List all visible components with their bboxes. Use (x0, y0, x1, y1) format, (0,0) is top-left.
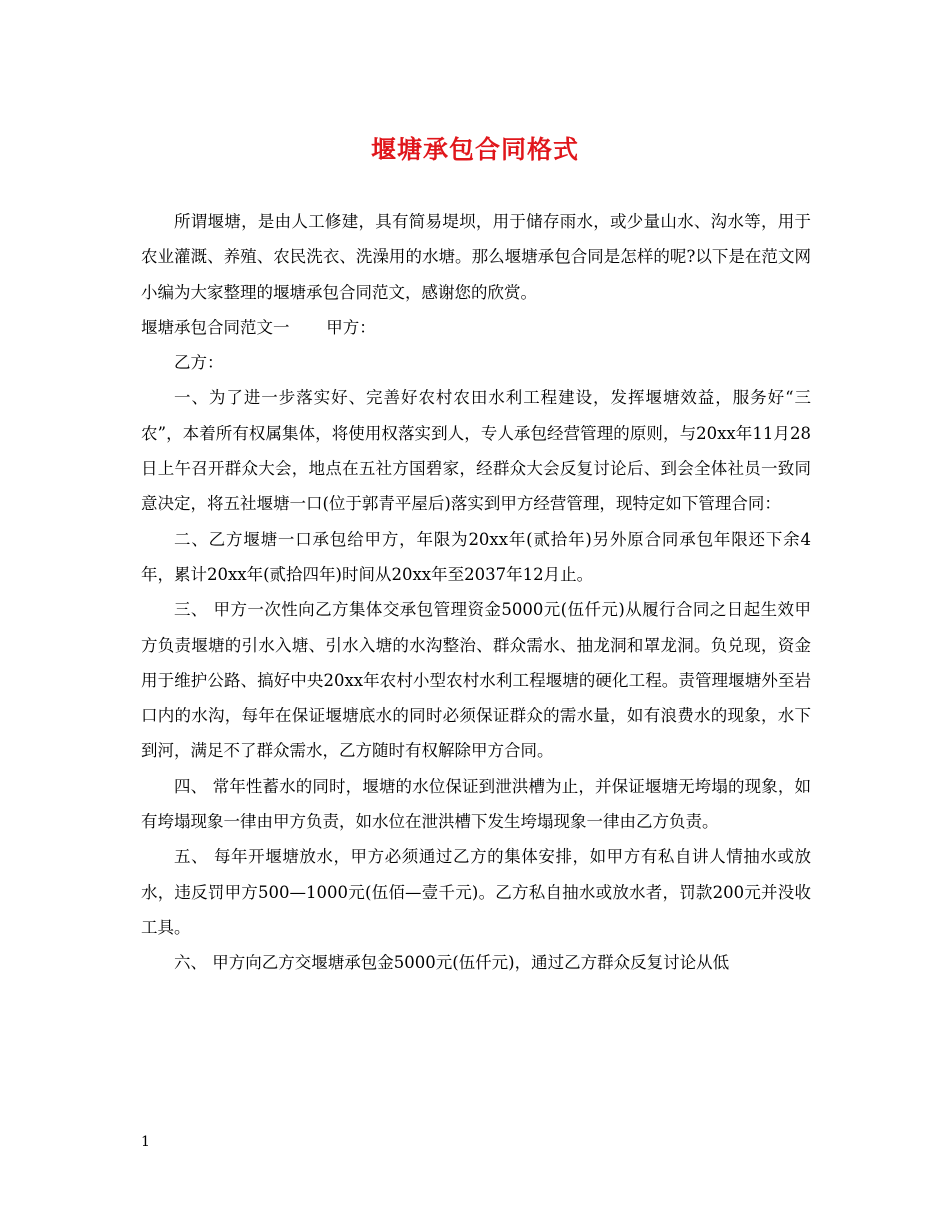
sample-heading: 堰塘承包合同范文一 (141, 317, 290, 337)
clause-6: 六、 甲方向乙方交堰塘承包金5000元(伍仟元)，通过乙方群众反复讨论从低 (174, 953, 730, 973)
clause-4: 四、 常年性蓄水的同时，堰塘的水位保证到泄洪槽为止，并保证堰塘无垮塌的现象，如有垮塌现象一律由甲方负责，如水位在泄洪槽下发生垮塌现象一律由乙方负责。 (141, 776, 811, 832)
document-title: 堰塘承包合同格式 (370, 135, 579, 164)
clause-2: 二、乙方堰塘一口承包给甲方，年限为20xx年(贰拾年)另外原合同承包年限还下余4年，累计20xx年(贰拾四年)时间从20xx年至2037年12月止。 (141, 529, 811, 584)
party-a-label: 甲方： (326, 317, 376, 337)
clause-3: 三、 甲方一次性向乙方集体交承包管理资金5000元(伍仟元)从履行合同之日起生效甲方负责堰塘的引水入塘、引水入塘的水沟整治、群众需水、抽龙洞和罩龙洞。负兑现，资金用于维护公路、搞好中央20xx年农村小型农村水利工程堰塘的硬化工程。责管理堰塘外至岩口内的水沟，每年在保证堰塘底水的同时必须保证群众的需水量，如有浪费水的现象，水下到河，满足不了群众需水，乙方随时有权解除甲方合同。 (141, 600, 811, 761)
document-body (141, 204, 811, 981)
clause-1: 一、为了进一步落实好、完善好农村农田水利工程建设，发挥堰塘效益，服务好“三农”，本着所有权属集体，将使用权落实到人，专人承包经营管理的原则，与20xx年11月28日上午召开群众大会，地点在五社方国碧家，经群众大会反复讨论后、到会全体社员一致同意决定，将五社堰塘一口(位于郭青平屋后)落实到甲方经营管理，现特定如下管理合同： (141, 388, 811, 514)
intro-paragraph: 所谓堰塘，是由人工修建，具有简易堤坝，用于储存雨水，或少量山水、沟水等，用于农业灌溉、养殖、农民洗衣、洗澡用的水塘。那么堰塘承包合同是怎样的呢?以下是在范文网小编为大家整理的堰塘承包合同范文，感谢您的欣赏。 (141, 212, 811, 302)
page-number: 1 (141, 1134, 150, 1150)
clause-5: 五、 每年开堰塘放水，甲方必须通过乙方的集体安排，如甲方有私自讲人情抽水或放水，违反罚甲方500—1000元(伍佰—壹千元)。乙方私自抽水或放水者，罚款200元并没收工具。 (141, 847, 811, 937)
party-b-label: 乙方： (174, 353, 224, 373)
sample-heading-line (141, 310, 811, 345)
